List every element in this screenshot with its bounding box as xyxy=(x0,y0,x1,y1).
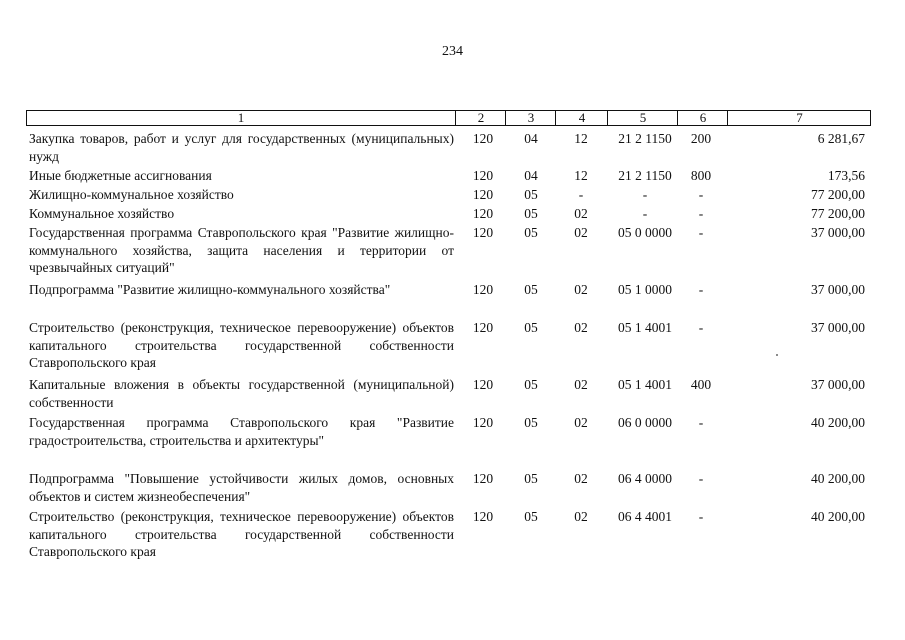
row-col-2: 120 xyxy=(472,187,494,202)
row-col-6: 400 xyxy=(690,377,712,392)
row-col-5: - xyxy=(642,206,648,221)
row-col-2: 120 xyxy=(472,377,494,392)
row-col-7: 77 200,00 xyxy=(811,187,865,202)
row-col-3: 05 xyxy=(524,320,538,335)
row-col-6: 800 xyxy=(690,168,712,183)
row-col-7: 77 200,00 xyxy=(811,206,865,221)
row-col-3: 04 xyxy=(524,131,538,146)
header-col-4: 4 xyxy=(555,111,608,125)
row-col-4: - xyxy=(578,187,584,202)
row-col-6: - xyxy=(698,187,704,202)
row-description: Государственная программа Ставропольского края "Развитие градостроительства, строительства и архитектуры" xyxy=(29,415,454,448)
row-col-5: 06 4 4001 xyxy=(618,509,672,524)
row-col-5: 21 2 1150 xyxy=(618,131,672,146)
row-description: Коммунальное хозяйство xyxy=(29,206,175,221)
row-col-3: 05 xyxy=(524,187,538,202)
row-col-4: 02 xyxy=(574,415,588,430)
row-col-5: - xyxy=(642,187,648,202)
row-col-7: 37 000,00 xyxy=(811,377,865,392)
row-col-4: 02 xyxy=(574,377,588,392)
row-col-4: 02 xyxy=(574,509,588,524)
row-col-6: - xyxy=(698,471,704,486)
row-col-6: - xyxy=(698,509,704,524)
row-col-4: 02 xyxy=(574,206,588,221)
row-col-2: 120 xyxy=(472,415,494,430)
row-col-7: 37 000,00 xyxy=(811,225,865,240)
row-col-4: 12 xyxy=(574,168,588,183)
row-col-5: 05 1 4001 xyxy=(618,377,672,392)
row-description: Подпрограмма "Повышение устойчивости жилых домов, основных объектов и систем жизнеобеспечения" xyxy=(29,471,454,504)
row-col-6: - xyxy=(698,320,704,335)
row-col-3: 05 xyxy=(524,415,538,430)
row-col-3: 04 xyxy=(524,168,538,183)
row-description: Подпрограмма "Развитие жилищно-коммунального хозяйства" xyxy=(29,282,391,297)
header-col-1: 1 xyxy=(237,110,245,125)
row-col-2: 120 xyxy=(472,282,494,297)
row-description: Строительство (реконструкция, техническое перевооружение) объектов капитального строительства государственной собственности Ставропольского края xyxy=(29,509,454,559)
table-header-row xyxy=(26,110,871,126)
row-col-2: 120 xyxy=(472,131,494,146)
row-col-7: 37 000,00 xyxy=(811,282,865,297)
row-col-7: 40 200,00 xyxy=(811,471,865,486)
row-col-5: 05 0 0000 xyxy=(618,225,672,240)
row-col-2: 120 xyxy=(472,471,494,486)
row-description: Государственная программа Ставропольского края "Развитие жилищно-коммунального хозяйства, защита населения и территории от чрезвычайных ситуаций" xyxy=(29,225,454,275)
row-col-6: - xyxy=(698,225,704,240)
row-col-3: 05 xyxy=(524,206,538,221)
row-description: Строительство (реконструкция, техническое перевооружение) объектов капитального строительства государственной собственности Ставропольского края xyxy=(29,320,454,370)
header-col-7: 7 xyxy=(727,111,871,125)
row-col-3: 05 xyxy=(524,225,538,240)
row-col-5: 06 0 0000 xyxy=(618,415,672,430)
row-description: Закупка товаров, работ и услуг для государственных (муниципальных) нужд xyxy=(29,131,454,164)
row-col-2: 120 xyxy=(472,225,494,240)
row-col-3: 05 xyxy=(524,509,538,524)
row-description: Иные бюджетные ассигнования xyxy=(29,168,212,183)
row-col-4: 02 xyxy=(574,320,588,335)
row-col-2: 120 xyxy=(472,320,494,335)
row-col-7: 37 000,00 xyxy=(811,320,865,335)
row-col-4: 12 xyxy=(574,131,588,146)
header-col-6: 6 xyxy=(677,111,728,125)
row-col-5: 21 2 1150 xyxy=(618,168,672,183)
row-col-7: 40 200,00 xyxy=(811,509,865,524)
row-description: Капитальные вложения в объекты государственной (муниципальной) собственности xyxy=(29,377,454,410)
row-col-7: 40 200,00 xyxy=(811,415,865,430)
row-col-7: 6 281,67 xyxy=(817,131,865,146)
scan-speck xyxy=(776,354,778,356)
row-col-2: 120 xyxy=(472,509,494,524)
row-description: Жилищно-коммунальное хозяйство xyxy=(29,187,234,202)
row-col-6: 200 xyxy=(690,131,712,146)
row-col-6: - xyxy=(698,206,704,221)
budget-table xyxy=(26,110,871,559)
row-col-3: 05 xyxy=(524,471,538,486)
row-col-3: 05 xyxy=(524,377,538,392)
row-col-5: 05 1 0000 xyxy=(618,282,672,297)
row-col-6: - xyxy=(698,282,704,297)
row-col-5: 06 4 0000 xyxy=(618,471,672,486)
row-col-7: 173,56 xyxy=(827,168,865,183)
row-col-3: 05 xyxy=(524,282,538,297)
header-col-2: 2 xyxy=(455,111,506,125)
header-col-3: 3 xyxy=(505,111,556,125)
row-col-5: 05 1 4001 xyxy=(618,320,672,335)
page-number: 234 xyxy=(442,44,463,59)
row-col-4: 02 xyxy=(574,225,588,240)
header-col-5: 5 xyxy=(607,111,678,125)
row-col-2: 120 xyxy=(472,168,494,183)
row-col-2: 120 xyxy=(472,206,494,221)
row-col-4: 02 xyxy=(574,471,588,486)
row-col-6: - xyxy=(698,415,704,430)
row-col-4: 02 xyxy=(574,282,588,297)
